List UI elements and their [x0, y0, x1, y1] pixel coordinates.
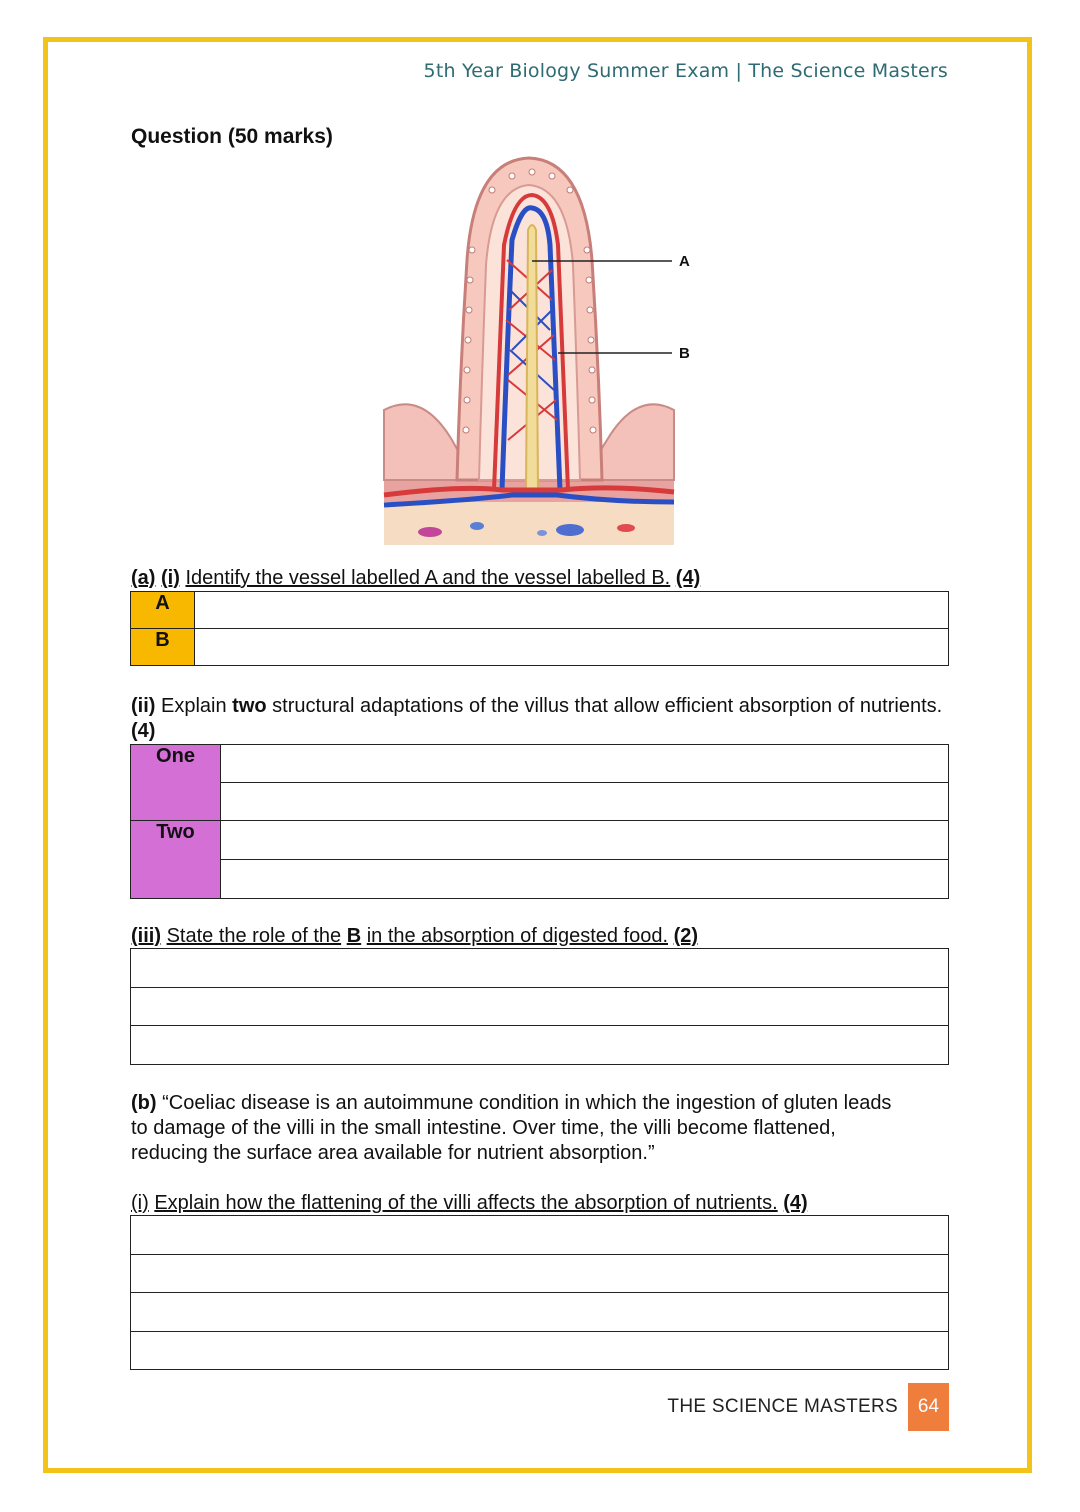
question-title: Question (50 marks) — [131, 125, 333, 148]
answer-line[interactable] — [131, 1255, 949, 1293]
answer-lines-b-i — [130, 1215, 949, 1370]
prompt-b-i-text: Explain how the flattening of the villi affects the absorption of nutrients. — [154, 1192, 778, 1214]
prompt-a-i-text: Identify the vessel labelled A and the vessel labelled B. — [185, 567, 671, 589]
part-a-number: (a) — [131, 567, 156, 589]
answer-cell-two-line-2[interactable] — [221, 860, 949, 899]
table-row — [131, 1026, 949, 1065]
row-label-b: B — [131, 629, 195, 666]
answer-line[interactable] — [131, 1216, 949, 1255]
page-header: 5th Year Biology Summer Exam | The Science Masters — [423, 60, 948, 82]
prompt-b-i — [131, 1191, 951, 1216]
marks-a-ii: (4) — [131, 720, 156, 742]
prompt-b — [131, 1091, 911, 1166]
table-row — [131, 783, 949, 821]
answer-line[interactable] — [131, 1332, 949, 1370]
table-row — [131, 745, 949, 783]
answer-cell-one-line-1[interactable] — [221, 745, 949, 783]
footer-brand: THE SCIENCE MASTERS — [667, 1396, 898, 1417]
table-row — [131, 1255, 949, 1293]
lacteal — [526, 225, 538, 490]
villus-diagram — [382, 150, 702, 550]
row-label-a: A — [131, 592, 195, 629]
page-number: 64 — [908, 1383, 949, 1431]
table-row — [131, 592, 949, 629]
answer-line[interactable] — [131, 949, 949, 988]
row-label-one: One — [131, 745, 221, 821]
label-a: A — [679, 253, 690, 270]
prompt-a-ii — [131, 694, 951, 744]
answer-cell-two-line-1[interactable] — [221, 821, 949, 860]
marks-a-i: (4) — [675, 567, 701, 589]
table-row — [131, 988, 949, 1026]
table-row — [131, 629, 949, 666]
sub-i-number: (i) — [161, 567, 180, 589]
answer-line[interactable] — [131, 988, 949, 1026]
marks-a-iii: (2) — [673, 925, 699, 947]
prompt-a-iii-bold: B — [346, 925, 362, 947]
answer-cell-one-line-2[interactable] — [221, 783, 949, 821]
answer-line[interactable] — [131, 1026, 949, 1065]
row-label-two: Two — [131, 821, 221, 899]
label-b: B — [679, 345, 690, 362]
part-b-quote: “Coeliac disease is an autoimmune condition in which the ingestion of gluten leads to damage of the villi in the small intestine. Over time, the villi become flattened, reducing the surface area available for nutrient absorption.” — [131, 1092, 892, 1164]
prompt-a-iii — [131, 924, 951, 949]
prompt-a-i — [131, 566, 951, 591]
prompt-a-ii-post: structural adaptations of the villus that allow efficient absorption of nutrients. — [272, 695, 943, 717]
answer-cell-b[interactable] — [195, 629, 949, 666]
table-row — [131, 821, 949, 860]
answer-line[interactable] — [131, 1293, 949, 1332]
sub-iii-number: (iii) — [131, 925, 161, 947]
answer-table-a-i — [130, 591, 949, 666]
prompt-a-ii-bold: two — [232, 695, 267, 717]
prompt-a-iii-pre: State the role of the — [166, 925, 342, 947]
part-b-number: (b) — [131, 1092, 157, 1114]
table-row — [131, 1293, 949, 1332]
answer-table-a-ii — [130, 744, 949, 899]
table-row — [131, 1332, 949, 1370]
answer-cell-a[interactable] — [195, 592, 949, 629]
answer-lines-a-iii — [130, 948, 949, 1065]
table-row — [131, 949, 949, 988]
marks-b-i: (4) — [783, 1192, 808, 1214]
table-row — [131, 1216, 949, 1255]
sub-b-i-number: (i) — [131, 1192, 149, 1214]
sub-ii-number: (ii) — [131, 695, 156, 717]
prompt-a-iii-post: in the absorption of digested food. — [366, 925, 669, 947]
table-row — [131, 860, 949, 899]
prompt-a-ii-pre: Explain — [161, 695, 227, 717]
